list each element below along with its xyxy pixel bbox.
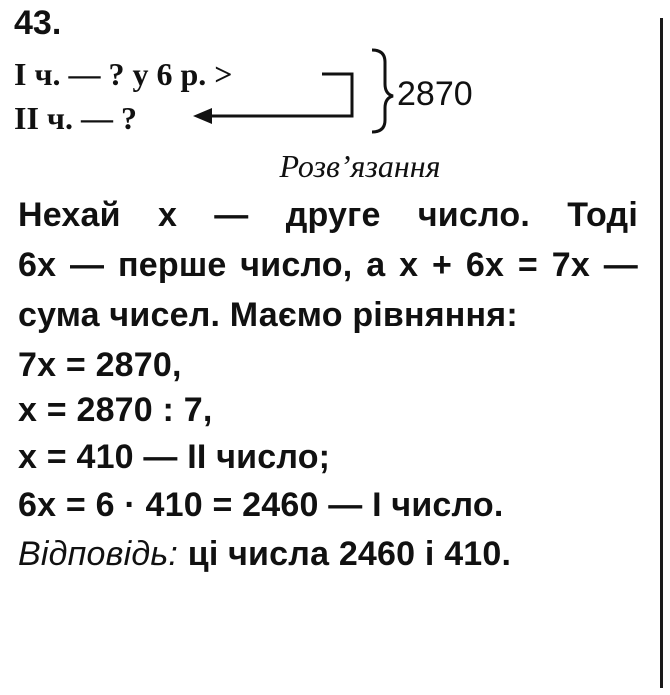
solution-line-4: 7x = 2870, xyxy=(18,346,182,384)
total-sum: 2870 xyxy=(397,75,473,113)
problem-number: 43. xyxy=(14,4,62,42)
condition-line-first-part: I ч. — ? у 6 р. > xyxy=(14,56,233,92)
solution-line-2: 6x — перше число, а x + 6x = 7x — xyxy=(18,246,638,284)
solution-line-3: сума чисел. Маємо рівняння: xyxy=(18,296,518,334)
solution-line-7: 6x = 6 · 410 = 2460 — I число. xyxy=(18,486,504,524)
answer-line xyxy=(18,535,511,574)
condition-diagram xyxy=(0,0,670,140)
solution-line-5: x = 2870 : 7, xyxy=(18,391,213,429)
solution-heading: Розв’язання xyxy=(279,148,441,184)
answer-label: Відповідь: xyxy=(18,535,179,573)
arrow-head-icon xyxy=(193,108,212,124)
answer-text: ці числа 2460 і 410. xyxy=(178,535,512,573)
solution-line-1: Нехай x — друге число. Тоді xyxy=(18,196,638,234)
condition-line-second-part: II ч. — ? xyxy=(14,100,137,136)
connector-line xyxy=(206,74,352,116)
solution-line-6: x = 410 — II число; xyxy=(18,438,331,476)
curly-brace-icon xyxy=(372,50,393,132)
